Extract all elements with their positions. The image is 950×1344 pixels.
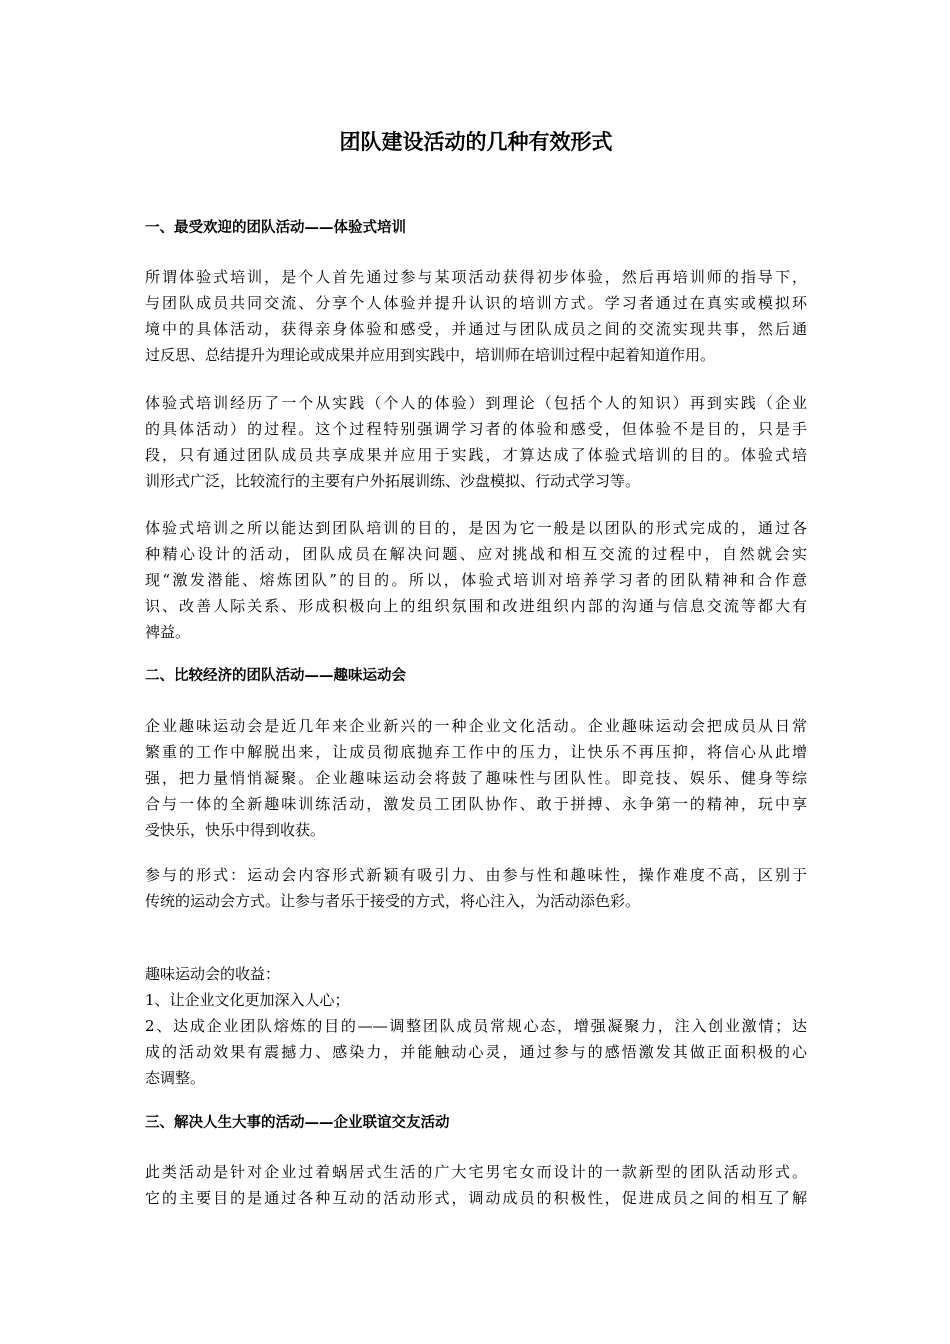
paragraph-line: 体验式培训经历了一个从实践（个人的体验）到理论（包括个人的知识）再到实践（企业 bbox=[145, 394, 807, 412]
paragraph-line: 境中的具体活动，获得亲身体验和感受，并通过与团队成员之间的交流实现共事，然后通 bbox=[145, 320, 807, 338]
paragraph-line: 繁重的工作中解脱出来，让成员彻底抛弃工作中的压力，让快乐不再压抑，将信心从此增 bbox=[145, 743, 807, 761]
paragraph-line: 与团队成员共同交流、分享个人体验并提升认识的培训方式。学习者通过在真实或模拟环 bbox=[145, 294, 807, 312]
paragraph-line: 态调整。 bbox=[145, 1069, 206, 1087]
paragraph-line: 过反思、总结提升为理论或成果并应用到实践中，培训师在培训过程中起着知道作用。 bbox=[145, 346, 716, 364]
paragraph-line: 的具体活动）的过程。这个过程特别强调学习者的体验和感受，但体验不是目的，只是手 bbox=[145, 420, 807, 438]
paragraph bbox=[145, 961, 807, 1091]
paragraph-line: 所谓体验式培训，是个人首先通过参与某项活动获得初步体验，然后再培训师的指导下， bbox=[145, 268, 807, 286]
paragraph-line: 裨益。 bbox=[145, 623, 191, 641]
paragraph-line: 体验式培训之所以能达到团队培训的目的，是因为它一般是以团队的形式完成的，通过各 bbox=[145, 519, 807, 537]
paragraph-line: 趣味运动会的收益： bbox=[145, 965, 281, 983]
paragraph-line: 参与的形式：运动会内容形式新颖有吸引力、由参与性和趣味性，操作难度不高，区别于 bbox=[145, 866, 807, 884]
paragraph-line: 种精心设计的活动，团队成员在解决问题、应对挑战和相互交流的过程中，自然就会实 bbox=[145, 545, 807, 563]
section-heading-1: 一、最受欢迎的团队活动——体验式培训 bbox=[145, 219, 406, 236]
document-title: 团队建设活动的几种有效形式 bbox=[339, 129, 613, 154]
paragraph bbox=[145, 264, 807, 368]
section-heading-2: 二、比较经济的团队活动——趣味运动会 bbox=[145, 667, 406, 684]
paragraph bbox=[145, 862, 807, 914]
paragraph-line: 强，把力量悄悄凝聚。企业趣味运动会将鼓了趣味性与团队性。即竞技、娱乐、健身等综 bbox=[145, 769, 807, 787]
paragraph-line: 此类活动是针对企业过着蜗居式生活的广大宅男宅女而设计的一款新型的团队活动形式。 bbox=[145, 1163, 807, 1181]
paragraph-line: 成的活动效果有震撼力、感染力，并能触动心灵，通过参与的感悟激发其做正面积极的心 bbox=[145, 1043, 807, 1061]
paragraph-line: 现“激发潜能、熔炼团队”的目的。所以，体验式培训对培养学习者的团队精神和合作意 bbox=[145, 571, 807, 589]
paragraph-line: 受快乐，快乐中得到收获。 bbox=[145, 821, 326, 839]
paragraph bbox=[145, 713, 807, 843]
paragraph-line: 段，只有通过团队成员共享成果并应用于实践，才算达成了体验式培训的目的。体验式培 bbox=[145, 446, 807, 464]
paragraph-line: 训形式广泛，比较流行的主要有户外拓展训练、沙盘模拟、行动式学习等。 bbox=[145, 472, 641, 490]
paragraph-line: 合与一体的全新趣味训练活动，激发员工团队协作、敢于拼搏、永争第一的精神，玩中享 bbox=[145, 795, 807, 813]
paragraph bbox=[145, 1159, 807, 1211]
paragraph-line: 传统的运动会方式。让参与者乐于接受的方式，将心注入，为活动添色彩。 bbox=[145, 892, 641, 910]
paragraph bbox=[145, 515, 807, 645]
paragraph bbox=[145, 390, 807, 494]
paragraph-line: 2、达成企业团队熔炼的目的——调整团队成员常规心态，增强凝聚力，注入创业激情；达 bbox=[145, 1017, 807, 1035]
paragraph-line: 识、改善人际关系、形成积极向上的组织氛围和改进组织内部的沟通与信息交流等都大有 bbox=[145, 597, 807, 615]
paragraph-line: 它的主要目的是通过各种互动的活动形式，调动成员的积极性，促进成员之间的相互了解 bbox=[145, 1189, 807, 1207]
paragraph-line: 企业趣味运动会是近几年来企业新兴的一种企业文化活动。企业趣味运动会把成员从日常 bbox=[145, 717, 807, 735]
section-heading-3: 三、解决人生大事的活动——企业联谊交友活动 bbox=[145, 1114, 450, 1131]
paragraph-line: 1、让企业文化更加深入人心； bbox=[145, 991, 350, 1009]
